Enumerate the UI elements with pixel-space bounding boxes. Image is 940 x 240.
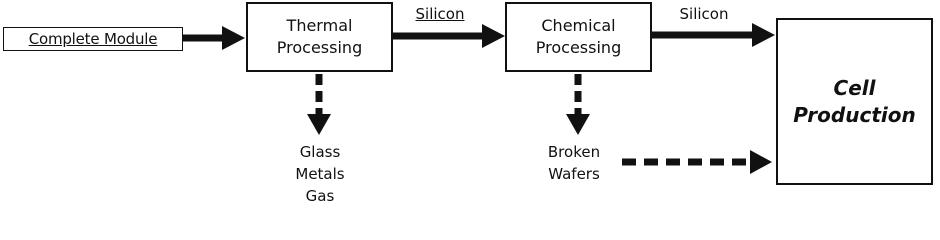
output-gas: Gas [305,187,335,205]
output-glass: Glass [299,143,341,161]
chemical-label-line2: Processing [535,38,622,57]
output-broken: Broken [547,143,601,161]
thermal-label-line1: Thermal [286,16,353,35]
cell-production-box [776,18,933,185]
chemical-processing-box [505,2,652,72]
silicon-label-chemical-to-cell: Silicon [679,5,729,23]
complete-module-label: Complete Module [28,30,158,48]
arrow-chemical-to-cell [652,23,775,47]
arrow-thermal-to-chemical [393,24,505,48]
arrow-module-to-thermal [183,26,245,50]
chemical-label-line1: Chemical [541,16,616,35]
chemical-outputs-list [536,141,612,185]
dashed-arrow-thermal-down [307,74,331,135]
thermal-processing-box [246,2,393,72]
complete-module-box [3,27,183,51]
dashed-arrow-chemical-down [566,74,590,135]
thermal-outputs-list [280,141,360,207]
cell-label-line2: Production [793,102,916,127]
output-metals: Metals [295,165,345,183]
dashed-arrow-wafers-to-cell [622,150,772,174]
cell-label-line1: Cell [833,75,876,100]
silicon-label-thermal-to-chemical: Silicon [415,5,465,23]
output-wafers: Wafers [548,165,600,183]
thermal-label-line2: Processing [276,38,363,57]
